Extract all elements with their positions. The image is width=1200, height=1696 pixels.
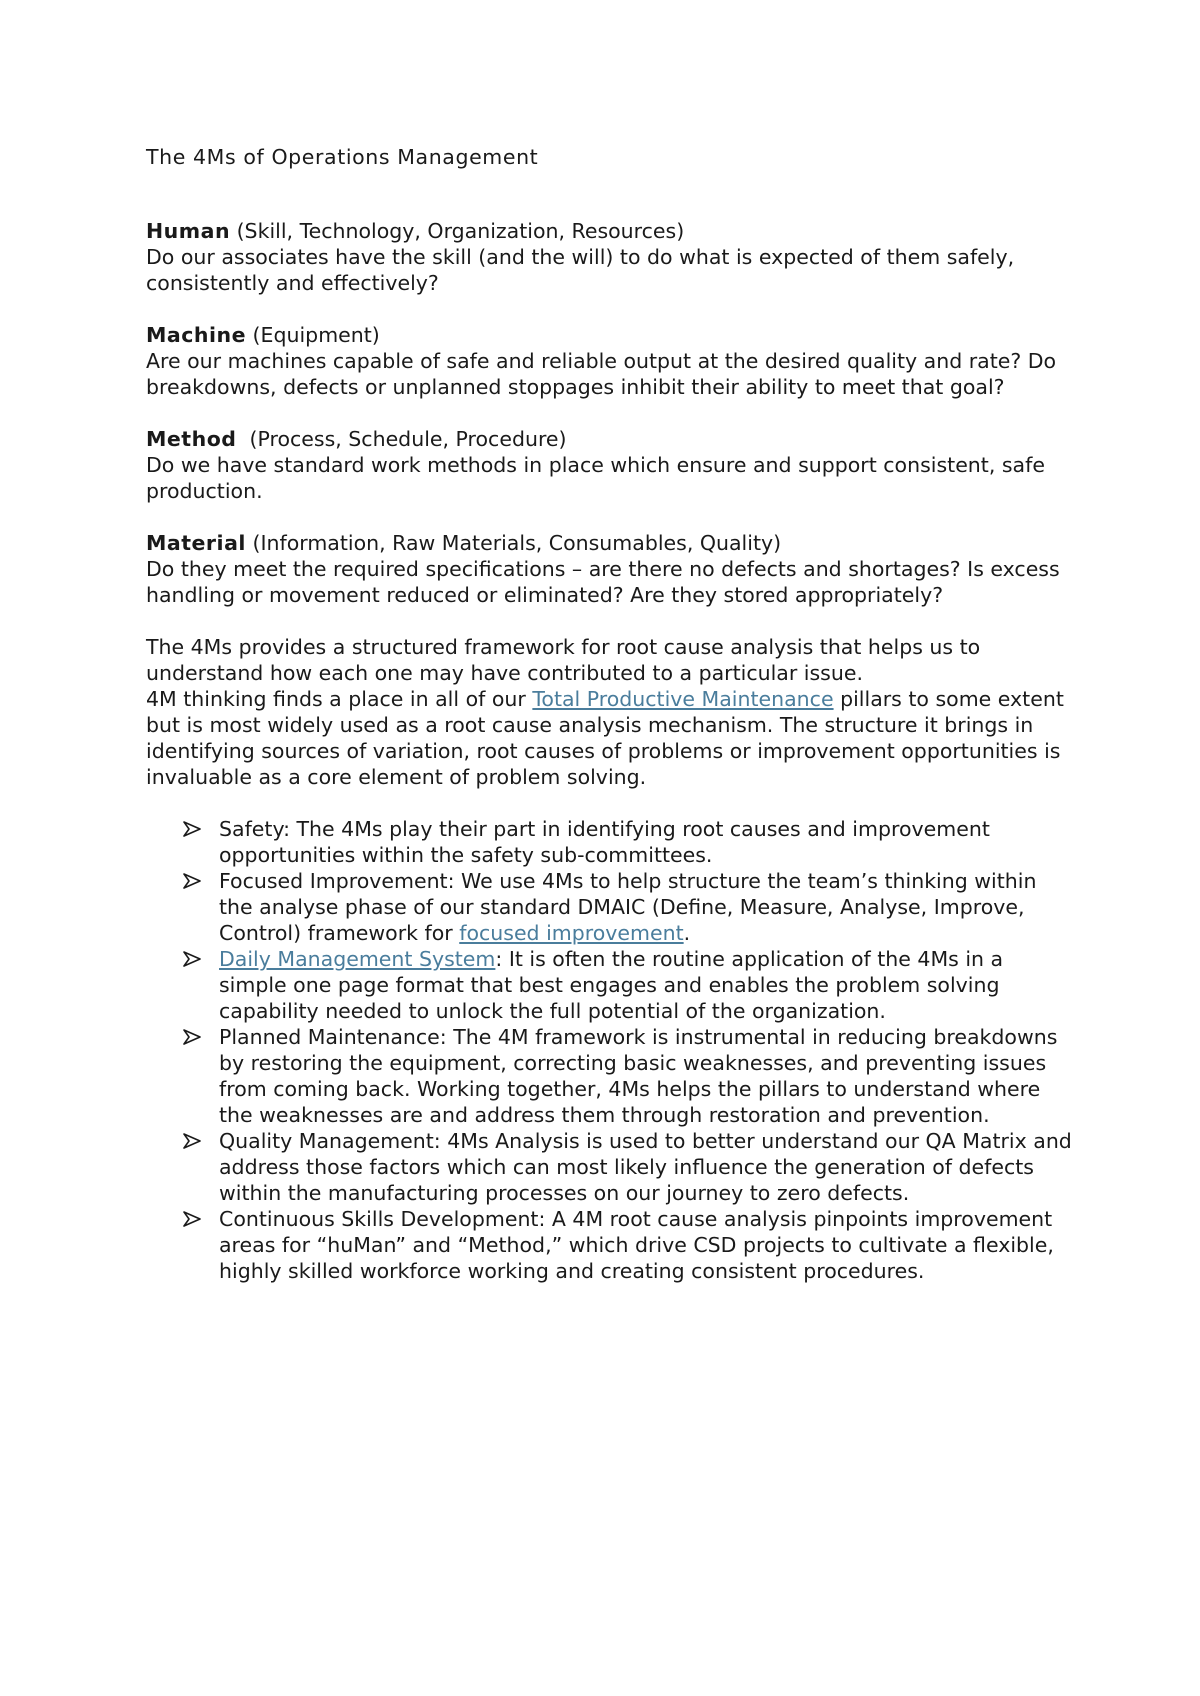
list-item-text: .: [683, 921, 691, 945]
section-term: Method: [146, 427, 237, 451]
arrowhead-bullet-icon: [183, 820, 201, 838]
section-body: Do we have standard work methods in place which ensure and support consistent, safe production.: [146, 453, 1045, 503]
section-method: [146, 426, 1076, 504]
section-heading: [146, 426, 1076, 452]
document-page: [146, 144, 1076, 1284]
section-body: Are our machines capable of safe and reliable output at the desired quality and rate? Do breakdowns, defects or unplanned stoppages inhibit their ability to meet that goal?: [146, 349, 1057, 399]
arrowhead-bullet-icon: [183, 1210, 201, 1228]
arrowhead-bullet-icon: [183, 950, 201, 968]
arrowhead-bullet-icon: [183, 872, 201, 890]
arrowhead-bullet-icon: [183, 1132, 201, 1150]
daily-management-system-link[interactable]: Daily Management System: [219, 947, 496, 971]
pillar-bullet-list: [146, 816, 1076, 1284]
section-body: Do they meet the required specifications – are there no defects and shortages? Is excess handling or movement reduced or eliminated? Are they stored appropriately?: [146, 557, 1060, 607]
focused-improvement-link[interactable]: focused improvement: [459, 921, 684, 945]
section-qualifier: (Information, Raw Materials, Consumables, Quality): [245, 531, 782, 555]
arrowhead-bullet-icon: [183, 1028, 201, 1046]
section-heading: [146, 530, 1076, 556]
document-title: The 4Ms of Operations Management: [146, 145, 539, 169]
summary-text: 4M thinking finds a place in all of our: [146, 687, 533, 711]
list-item: [146, 946, 1076, 1024]
list-item-text: : It is often the routine application of the 4Ms in a simple one page format that best engages and enables the problem solving capability needed to unlock the full potential of the organization.: [219, 947, 1004, 1023]
section-human: [146, 218, 1076, 296]
summary-paragraph-1: The 4Ms provides a structured framework for root cause analysis that helps us to understand how each one may have contributed to a particular issue.: [146, 635, 981, 685]
list-item-text: Planned Maintenance: The 4M framework is instrumental in reducing breakdowns by restoring the equipment, correcting basic weaknesses, and preventing issues from coming back. Working together, 4Ms helps the pillars to understand where the weaknesses are and address them through restoration and prevention.: [219, 1025, 1058, 1127]
list-item-text: Focused Improvement: We use 4Ms to help structure the team’s thinking within the analyse phase of our standard DMAIC (Define, Measure, Analyse, Improve, Control) framework for: [219, 869, 1037, 945]
section-heading: [146, 322, 1076, 348]
section-material: [146, 530, 1076, 608]
section-qualifier: (Skill, Technology, Organization, Resources): [230, 219, 685, 243]
list-item: [146, 1024, 1076, 1128]
list-item: [146, 816, 1076, 868]
list-item: [146, 1128, 1076, 1206]
list-item-text: Quality Management: 4Ms Analysis is used to better understand our QA Matrix and address those factors which can most likely influence the generation of defects within the manufacturing processes on our journey to zero defects.: [219, 1129, 1072, 1205]
list-item-text: Safety: The 4Ms play their part in identifying root causes and improvement opportunities within the safety sub-committees.: [219, 817, 990, 867]
section-term: Material: [146, 531, 246, 555]
section-heading: [146, 218, 1076, 244]
section-body: Do our associates have the skill (and the will) to do what is expected of them safely, consistently and effectively?: [146, 245, 1015, 295]
total-productive-maintenance-link[interactable]: Total Productive Maintenance: [532, 687, 834, 711]
section-term: Machine: [146, 323, 247, 347]
list-item: [146, 1206, 1076, 1284]
summary-text: pillars to some extent but is most widely used as a root cause analysis mechanism. The structure it brings in identifying sources of variation, root causes of problems or improvement opportunities is invaluable as a core element of problem solving.: [146, 687, 1064, 789]
summary: [146, 634, 1076, 790]
section-qualifier: (Equipment): [246, 323, 380, 347]
list-item: [146, 868, 1076, 946]
section-qualifier: (Process, Schedule, Procedure): [236, 427, 567, 451]
list-item-text: Continuous Skills Development: A 4M root cause analysis pinpoints improvement areas for “huMan” and “Method,” which drive CSD projects to cultivate a flexible, highly skilled workforce working and creating consistent procedures.: [219, 1207, 1054, 1283]
section-term: Human: [146, 219, 231, 243]
summary-paragraph-2: [146, 686, 1076, 790]
section-machine: [146, 322, 1076, 400]
